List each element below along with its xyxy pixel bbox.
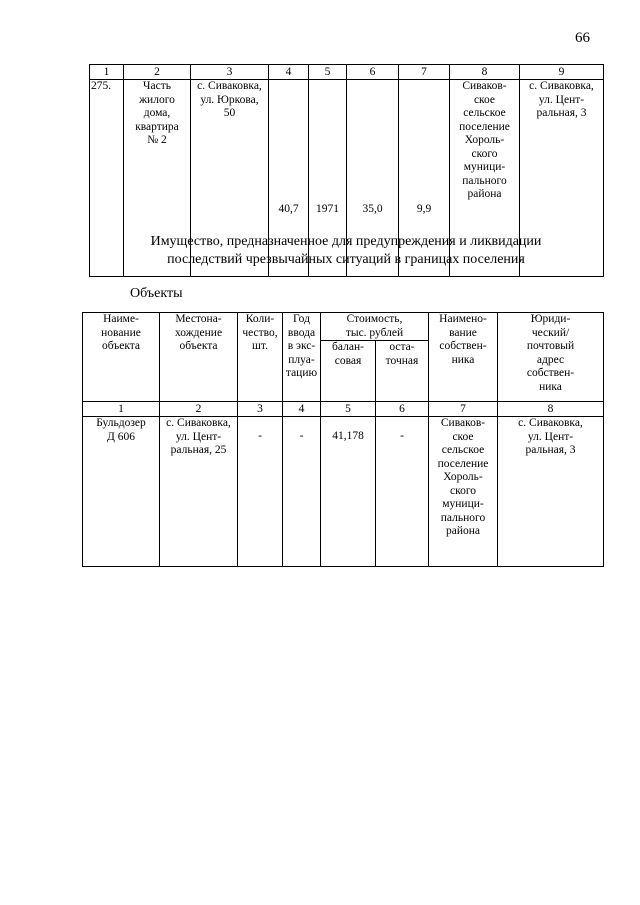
cell-line: Коли- — [245, 313, 275, 325]
cell-line: почтовый — [526, 340, 575, 352]
cell-line: ральная, 3 — [536, 107, 587, 119]
header-cell: 3 — [191, 65, 269, 80]
header-owner — [429, 313, 498, 402]
cell-line: пального — [462, 174, 507, 187]
object-name-cell — [83, 417, 160, 567]
cell-line: ника — [539, 380, 562, 393]
cell-line: Часть — [143, 80, 171, 92]
quantity-cell: - — [238, 417, 283, 567]
cell-line: с. Сиваковка, — [529, 80, 594, 92]
cell-line: плуа- — [288, 353, 315, 366]
cell-line: квартира — [135, 120, 179, 133]
cell-line: района — [445, 525, 481, 537]
header-cell: 4 — [269, 65, 309, 80]
cell-line: точная — [385, 354, 419, 367]
cell-line: с. Сиваковка, — [166, 417, 231, 429]
cell-line: муници- — [442, 498, 484, 510]
table-row — [83, 417, 604, 567]
column-number: 8 — [498, 402, 604, 417]
cell-line: вание — [449, 326, 477, 339]
cell-line: Хороль- — [443, 471, 483, 483]
row-number: 275. — [90, 80, 124, 277]
cell-line: тацию — [285, 367, 318, 379]
cell-line: объекта — [101, 340, 141, 352]
year-cell: 1971 — [309, 80, 347, 277]
cell-line: ское — [452, 430, 474, 443]
cell-line: с. Сиваковка, — [518, 417, 583, 429]
cell-line: собствен- — [439, 340, 487, 352]
cell-line: пального — [440, 511, 486, 524]
location-cell — [160, 417, 238, 567]
cell-line: ул. Цент- — [527, 430, 574, 443]
cell-line: сельское — [463, 107, 506, 119]
cell-line: Д 606 — [107, 430, 135, 443]
column-number-row — [83, 402, 604, 417]
header-year — [283, 313, 321, 402]
header-name — [83, 313, 160, 402]
cell-line: ника — [451, 353, 475, 366]
table-header-row — [90, 65, 604, 80]
cell-line: ральная, 25 — [170, 444, 227, 456]
cell-line: Стоимость, — [346, 313, 403, 325]
cell-line: ул. Юркова, — [200, 93, 259, 106]
header-cell: 6 — [347, 65, 399, 80]
column-number: 3 — [238, 402, 283, 417]
cell-line: ул. Цент- — [538, 93, 585, 106]
value-cell: 9,9 — [399, 80, 450, 277]
page-number: 66 — [575, 30, 590, 46]
cell-line: ввода — [287, 326, 316, 339]
column-number: 2 — [160, 402, 238, 417]
cell-line: района — [467, 188, 502, 200]
balance-cost-cell: 41,178 — [321, 417, 376, 567]
value-cell: 35,0 — [347, 80, 399, 277]
cell-line: Наимено- — [439, 313, 487, 325]
cell-line: ского — [471, 147, 498, 160]
cell-line: чество, — [242, 326, 278, 339]
section-heading-line: последствий чрезвычайных ситуаций в границах поселения — [167, 252, 525, 267]
cell-line: ского — [449, 484, 477, 497]
cell-line: шт. — [252, 340, 268, 352]
area-cell: 40,7 — [269, 80, 309, 277]
column-number: 4 — [283, 402, 321, 417]
cell-line: жилого — [139, 93, 175, 106]
objects-table — [82, 312, 604, 567]
cell-line: Хороль- — [464, 134, 505, 146]
cell-line: Год — [293, 313, 310, 325]
cell-line: № 2 — [147, 134, 167, 146]
year-cell: - — [283, 417, 321, 567]
header-location — [160, 313, 238, 402]
cell-line: оста- — [389, 341, 415, 353]
column-number: 5 — [321, 402, 376, 417]
cell-line: Сиваков- — [462, 80, 507, 92]
cell-line: дома, — [143, 107, 171, 119]
header-cell: 5 — [309, 65, 347, 80]
cell-line: Наиме- — [103, 313, 139, 325]
cell-line: 50 — [223, 107, 236, 119]
cell-line: ральная, 3 — [525, 444, 576, 456]
cell-line: с. Сиваковка, — [197, 80, 262, 92]
cell-line: Сиваков- — [440, 417, 486, 429]
cell-line: тыс. рублей — [345, 326, 404, 339]
header-quantity — [238, 313, 283, 402]
column-number: 7 — [429, 402, 498, 417]
owner-cell — [429, 417, 498, 567]
column-number: 1 — [83, 402, 160, 417]
header-cost — [321, 313, 429, 341]
column-number: 6 — [376, 402, 429, 417]
cell-line: муници- — [463, 161, 506, 173]
residual-cost-cell: - — [376, 417, 429, 567]
cell-line: поселение — [459, 120, 510, 133]
cell-line: собствен- — [526, 367, 575, 379]
cell-line: объекта — [179, 340, 218, 352]
cell-line: ческий/ — [531, 326, 570, 339]
header-cell: 1 — [90, 65, 124, 80]
header-address — [498, 313, 604, 402]
section-heading-line: Имущество, предназначенное для предупреждения и ликвидации — [150, 234, 542, 249]
header-cell: 2 — [124, 65, 191, 80]
cell-line: в экс- — [287, 340, 316, 352]
cell-line: ское — [473, 93, 496, 106]
section-subheading: Объекты — [130, 286, 183, 301]
header-cell: 8 — [450, 65, 520, 80]
cell-line: Бульдозер — [96, 417, 146, 429]
table-header-row — [83, 313, 604, 341]
header-cell: 9 — [520, 65, 604, 80]
header-cost-residual — [376, 341, 429, 402]
header-cost-balance — [321, 341, 376, 402]
cell-line: нование — [101, 326, 141, 339]
cell-line: совая — [334, 354, 362, 367]
cell-line: поселение — [437, 457, 489, 470]
cell-line: ул. Цент- — [175, 430, 222, 443]
owner-address-cell — [498, 417, 604, 567]
cell-line: Местона- — [175, 313, 222, 325]
cell-line: сельское — [441, 444, 485, 456]
cell-line: хождение — [174, 326, 223, 339]
cell-line: адрес — [536, 353, 565, 366]
header-cell: 7 — [399, 65, 450, 80]
cell-line: балан- — [332, 341, 364, 353]
cell-line: Юриди- — [530, 313, 571, 325]
